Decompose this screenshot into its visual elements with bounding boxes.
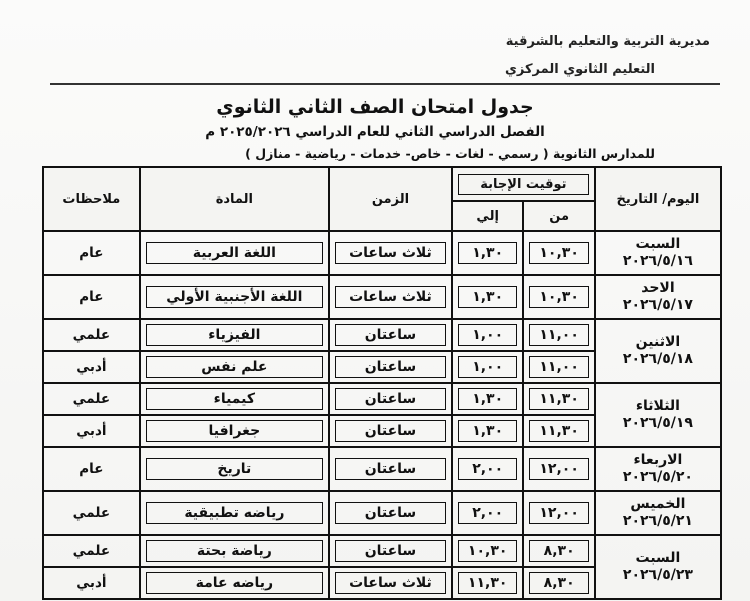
day-date-cell [595, 275, 721, 319]
header-notes: ملاحظات [43, 167, 140, 231]
department-name: التعليم الثانوي المركزي [504, 62, 655, 77]
header-subject: المادة [140, 167, 329, 231]
day-date-cell [595, 383, 721, 447]
from-time: ١٠,٣٠ [529, 242, 588, 264]
subject-cell [140, 567, 329, 599]
schools-line [0, 146, 700, 161]
duration: ساعتان [335, 420, 446, 442]
table-row [43, 231, 721, 275]
note: عام [79, 245, 104, 261]
note-cell [43, 319, 140, 351]
duration-cell [329, 383, 452, 415]
directorate-name: مديرية التربية والتعليم بالشرقية [505, 34, 710, 49]
to-time: ١,٣٠ [458, 420, 517, 442]
header-answer-time-label: توقيت الإجابة [458, 174, 589, 195]
note: أدبي [76, 423, 107, 439]
exam-date: ٢٠٢٦/٥/٢٣ [622, 567, 693, 583]
to-time-cell [452, 231, 523, 275]
from-time: ١١,٠٠ [529, 324, 588, 346]
to-time: ٢,٠٠ [458, 502, 517, 524]
header-day-date: اليوم/ التاريخ [595, 167, 721, 231]
duration: ساعتان [335, 502, 446, 524]
subject-cell [140, 447, 329, 491]
schedule-title: جدول امتحان الصف الثاني الثانوي [216, 96, 534, 118]
to-time: ١,٠٠ [458, 356, 517, 378]
note-cell [43, 275, 140, 319]
from-time-cell [523, 351, 594, 383]
subject-cell [140, 351, 329, 383]
duration: ثلاث ساعات [335, 572, 446, 594]
to-time-cell [452, 415, 523, 447]
from-time-cell [523, 383, 594, 415]
exam-date: ٢٠٢٦/٥/٢١ [622, 513, 693, 529]
duration: ثلاث ساعات [335, 286, 446, 308]
day-date-cell [595, 319, 721, 383]
table-row [43, 383, 721, 415]
note: علمي [72, 543, 111, 559]
from-time-cell [523, 231, 594, 275]
day-name: السبت [635, 550, 681, 566]
exam-date: ٢٠٢٦/٥/١٩ [622, 415, 693, 431]
to-time-cell [452, 491, 523, 535]
note: عام [79, 461, 104, 477]
note: أدبي [76, 359, 107, 375]
to-time: ١,٣٠ [458, 242, 517, 264]
day-date-cell [595, 535, 721, 599]
note-cell [43, 351, 140, 383]
subject: علم نفس [146, 356, 323, 378]
from-time: ١١,٠٠ [529, 356, 588, 378]
subject: اللغة الأجنبية الأولي [146, 286, 323, 308]
from-time-cell [523, 447, 594, 491]
duration-cell [329, 415, 452, 447]
note: علمي [72, 327, 111, 343]
day-name: الثلاثاء [635, 398, 680, 414]
to-time: ١١,٣٠ [458, 572, 517, 594]
header-from: من [523, 201, 594, 231]
subject-cell [140, 275, 329, 319]
day-name: الاحد [641, 280, 675, 296]
from-time: ١٢,٠٠ [529, 458, 588, 480]
subject-cell [140, 535, 329, 567]
exam-date: ٢٠٢٦/٥/٢٠ [622, 469, 693, 485]
exam-date: ٢٠٢٦/٥/١٧ [622, 297, 693, 313]
subject: اللغة العربية [146, 242, 323, 264]
to-time-cell [452, 383, 523, 415]
note-cell [43, 447, 140, 491]
note: عام [79, 289, 104, 305]
duration: ساعتان [335, 388, 446, 410]
from-time-cell [523, 275, 594, 319]
day-name: الاربعاء [633, 452, 683, 468]
day-name: الخميس [630, 496, 686, 512]
from-time: ١١,٣٠ [529, 420, 588, 442]
duration-cell [329, 275, 452, 319]
subject: الفيزياء [146, 324, 323, 346]
to-time-cell [452, 447, 523, 491]
to-time: ١,٣٠ [458, 388, 517, 410]
day-name: الاثنين [635, 334, 681, 350]
day-date-cell [595, 491, 721, 535]
table-row [43, 491, 721, 535]
duration-cell [329, 351, 452, 383]
note-cell [43, 535, 140, 567]
note-cell [43, 383, 140, 415]
schedule-body [43, 231, 721, 599]
note: علمي [72, 505, 111, 521]
note-cell [43, 231, 140, 275]
to-time-cell [452, 351, 523, 383]
subject: تاريخ [146, 458, 323, 480]
from-time: ١٠,٣٠ [529, 286, 588, 308]
duration-cell [329, 567, 452, 599]
note-cell [43, 491, 140, 535]
note-cell [43, 415, 140, 447]
schools-text: للمدارس الثانوية ( رسمي - لغات - خاص- خدمات - رياضية - منازل ) [245, 146, 655, 161]
to-time-cell [452, 567, 523, 599]
to-time: ٢,٠٠ [458, 458, 517, 480]
from-time-cell [523, 491, 594, 535]
to-time: ١,٣٠ [458, 286, 517, 308]
from-time: ٨,٣٠ [529, 540, 588, 562]
subject: رياضه عامة [146, 572, 323, 594]
duration: ساعتان [335, 356, 446, 378]
table-row [43, 447, 721, 491]
to-time-cell [452, 319, 523, 351]
to-time: ١,٠٠ [458, 324, 517, 346]
from-time-cell [523, 535, 594, 567]
subject-cell [140, 491, 329, 535]
duration-cell [329, 447, 452, 491]
duration: ثلاث ساعات [335, 242, 446, 264]
day-date-cell [595, 447, 721, 491]
note-cell [43, 567, 140, 599]
from-time: ١١,٣٠ [529, 388, 588, 410]
exam-date: ٢٠٢٦/٥/١٨ [622, 351, 693, 367]
subject-cell [140, 231, 329, 275]
exam-schedule-table [42, 166, 722, 600]
to-time-cell [452, 275, 523, 319]
table-row [43, 275, 721, 319]
duration-cell [329, 491, 452, 535]
subject: رياضة بحتة [146, 540, 323, 562]
duration: ساعتان [335, 458, 446, 480]
duration-cell [329, 231, 452, 275]
from-time: ١٢,٠٠ [529, 502, 588, 524]
divider-line [50, 83, 720, 85]
duration: ساعتان [335, 540, 446, 562]
subject-cell [140, 319, 329, 351]
from-time-cell [523, 415, 594, 447]
subject: كيمياء [146, 388, 323, 410]
table-row [43, 319, 721, 351]
exam-date: ٢٠٢٦/٥/١٦ [622, 253, 693, 269]
subject-cell [140, 383, 329, 415]
from-time-cell [523, 567, 594, 599]
table-row [43, 535, 721, 567]
duration: ساعتان [335, 324, 446, 346]
subject: جغرافيا [146, 420, 323, 442]
subject-cell [140, 415, 329, 447]
schedule-subtitle: الفصل الدراسي الثاني للعام الدراسي ٢٠٢٥/٢٠٢٦ م [205, 124, 545, 140]
from-time-cell [523, 319, 594, 351]
note: أدبي [76, 575, 107, 591]
subject: رياضه تطبيقية [146, 502, 323, 524]
header-answer-time [452, 167, 595, 201]
duration-cell [329, 319, 452, 351]
day-date-cell [595, 231, 721, 275]
duration-cell [329, 535, 452, 567]
to-time: ١٠,٣٠ [458, 540, 517, 562]
header-to: إلي [452, 201, 523, 231]
note: علمي [72, 391, 111, 407]
header-duration: الزمن [329, 167, 452, 231]
to-time-cell [452, 535, 523, 567]
from-time: ٨,٣٠ [529, 572, 588, 594]
day-name: السبت [635, 236, 681, 252]
